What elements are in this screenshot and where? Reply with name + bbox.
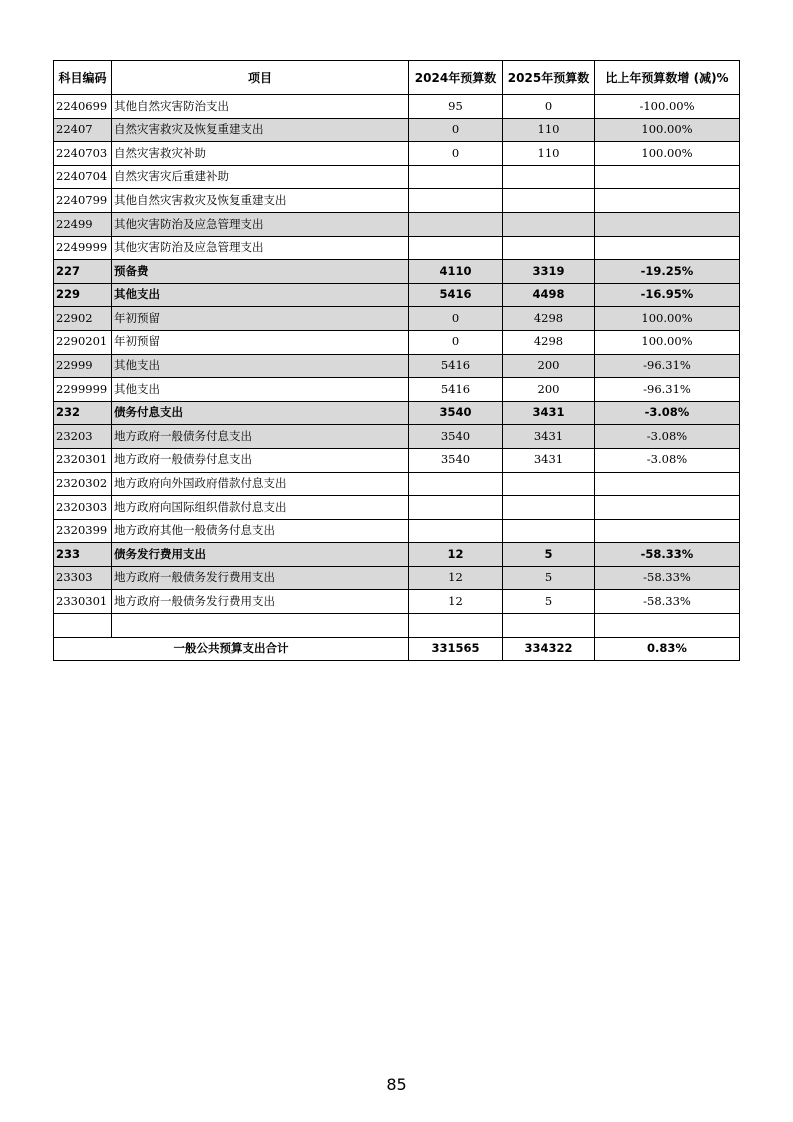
- cell-item: 预备费: [112, 260, 409, 284]
- cell-code: 2320302: [54, 472, 112, 496]
- cell-item: 其他灾害防治及应急管理支出: [112, 236, 409, 260]
- cell-2025: [503, 236, 595, 260]
- cell-code: 2320399: [54, 519, 112, 543]
- cell-2024: 95: [409, 95, 503, 119]
- table-row: [54, 212, 740, 236]
- cell-change: 100.00%: [595, 330, 740, 354]
- cell-item: 债务发行费用支出: [112, 543, 409, 567]
- cell-2024: 3540: [409, 448, 503, 472]
- cell-change: 100.00%: [595, 142, 740, 166]
- cell-change: [595, 189, 740, 213]
- cell-item: 自然灾害灾后重建补助: [112, 165, 409, 189]
- header-code: 科目编码: [54, 61, 112, 95]
- cell-item: 其他支出: [112, 354, 409, 378]
- cell-code: 2240704: [54, 165, 112, 189]
- cell-2024: [409, 236, 503, 260]
- table-row: [54, 330, 740, 354]
- table-row: [54, 519, 740, 543]
- cell-2025: 200: [503, 354, 595, 378]
- table-row: [54, 590, 740, 614]
- cell-2025: [503, 519, 595, 543]
- table-row: [54, 378, 740, 402]
- cell-item: 地方政府向国际组织借款付息支出: [112, 496, 409, 520]
- cell-item: 地方政府一般债务发行费用支出: [112, 590, 409, 614]
- table-row: [54, 260, 740, 284]
- cell-item: 自然灾害救灾补助: [112, 142, 409, 166]
- cell-2024: 5416: [409, 354, 503, 378]
- cell-2025: 3319: [503, 260, 595, 284]
- cell-change: -3.08%: [595, 425, 740, 449]
- cell-2024: [409, 496, 503, 520]
- cell-2024: [409, 212, 503, 236]
- cell-change: -58.33%: [595, 543, 740, 567]
- table-row: [54, 189, 740, 213]
- header-2024: 2024年预算数: [409, 61, 503, 95]
- cell-item: 债务付息支出: [112, 401, 409, 425]
- cell-2025: [503, 165, 595, 189]
- cell-item: 其他灾害防治及应急管理支出: [112, 212, 409, 236]
- cell-code: 22902: [54, 307, 112, 331]
- cell-2025: 110: [503, 142, 595, 166]
- cell-change: -100.00%: [595, 95, 740, 119]
- cell-code: 22499: [54, 212, 112, 236]
- table-row: [54, 236, 740, 260]
- budget-table: [53, 60, 740, 661]
- cell-code: 227: [54, 260, 112, 284]
- cell-item: 地方政府一般债务发行费用支出: [112, 566, 409, 590]
- cell-code: 229: [54, 283, 112, 307]
- cell-change: -16.95%: [595, 283, 740, 307]
- cell-2024: 12: [409, 543, 503, 567]
- cell-2025: [503, 614, 595, 638]
- table-row: [54, 496, 740, 520]
- cell-change: [595, 236, 740, 260]
- table-body: [54, 95, 740, 638]
- cell-change: [595, 472, 740, 496]
- header-item: 项目: [112, 61, 409, 95]
- cell-item: 其他自然灾害救灾及恢复重建支出: [112, 189, 409, 213]
- cell-change: [595, 165, 740, 189]
- cell-item: 地方政府其他一般债务付息支出: [112, 519, 409, 543]
- cell-2024: 12: [409, 590, 503, 614]
- cell-2024: [409, 472, 503, 496]
- cell-item: 地方政府向外国政府借款付息支出: [112, 472, 409, 496]
- cell-item: 年初预留: [112, 330, 409, 354]
- cell-code: 2240799: [54, 189, 112, 213]
- cell-change: -19.25%: [595, 260, 740, 284]
- cell-change: -96.31%: [595, 354, 740, 378]
- cell-2024: 0: [409, 142, 503, 166]
- total-change: 0.83%: [595, 637, 740, 661]
- cell-change: 100.00%: [595, 307, 740, 331]
- cell-2025: 0: [503, 95, 595, 119]
- cell-2025: [503, 496, 595, 520]
- cell-2024: [409, 189, 503, 213]
- table-row: [54, 95, 740, 119]
- cell-change: -58.33%: [595, 590, 740, 614]
- cell-code: 2249999: [54, 236, 112, 260]
- cell-2024: 0: [409, 307, 503, 331]
- cell-2024: 0: [409, 330, 503, 354]
- cell-item: 其他支出: [112, 378, 409, 402]
- cell-change: [595, 212, 740, 236]
- cell-code: 232: [54, 401, 112, 425]
- cell-change: -96.31%: [595, 378, 740, 402]
- cell-2024: [409, 519, 503, 543]
- cell-item: 地方政府一般债务付息支出: [112, 425, 409, 449]
- cell-2025: 5: [503, 543, 595, 567]
- cell-2025: 4498: [503, 283, 595, 307]
- cell-2024: 12: [409, 566, 503, 590]
- cell-2024: [409, 614, 503, 638]
- cell-2025: 4298: [503, 330, 595, 354]
- cell-code: 23303: [54, 566, 112, 590]
- header-2025: 2025年预算数: [503, 61, 595, 95]
- total-2024: 331565: [409, 637, 503, 661]
- cell-code: 2299999: [54, 378, 112, 402]
- total-row: [54, 637, 740, 661]
- cell-code: 22407: [54, 118, 112, 142]
- cell-code: 2240703: [54, 142, 112, 166]
- cell-code: 22999: [54, 354, 112, 378]
- cell-code: 2320303: [54, 496, 112, 520]
- table-header-row: [54, 61, 740, 95]
- table-row: [54, 165, 740, 189]
- header-change: 比上年预算数增 (减)%: [595, 61, 740, 95]
- cell-2025: 200: [503, 378, 595, 402]
- table-row: [54, 142, 740, 166]
- cell-2024: 5416: [409, 283, 503, 307]
- cell-change: -3.08%: [595, 448, 740, 472]
- cell-item: 自然灾害救灾及恢复重建支出: [112, 118, 409, 142]
- cell-2024: 4110: [409, 260, 503, 284]
- total-label: 一般公共预算支出合计: [54, 637, 409, 661]
- cell-2025: [503, 472, 595, 496]
- cell-change: [595, 614, 740, 638]
- table-row: [54, 354, 740, 378]
- cell-code: 2290201: [54, 330, 112, 354]
- table-row: [54, 283, 740, 307]
- cell-2024: [409, 165, 503, 189]
- cell-code: 2240699: [54, 95, 112, 119]
- cell-item: 其他自然灾害防治支出: [112, 95, 409, 119]
- cell-2025: 3431: [503, 448, 595, 472]
- total-2025: 334322: [503, 637, 595, 661]
- cell-code: 2330301: [54, 590, 112, 614]
- cell-2025: 5: [503, 566, 595, 590]
- cell-code: 233: [54, 543, 112, 567]
- cell-2025: 3431: [503, 401, 595, 425]
- cell-code: 2320301: [54, 448, 112, 472]
- cell-item: 地方政府一般债券付息支出: [112, 448, 409, 472]
- page-number: 85: [386, 1075, 407, 1094]
- cell-2024: 3540: [409, 425, 503, 449]
- cell-code: 23203: [54, 425, 112, 449]
- table-row: [54, 425, 740, 449]
- table-row: [54, 543, 740, 567]
- table-row: [54, 448, 740, 472]
- cell-item: 年初预留: [112, 307, 409, 331]
- table-row: [54, 566, 740, 590]
- table-row: [54, 118, 740, 142]
- cell-change: [595, 496, 740, 520]
- cell-2025: [503, 189, 595, 213]
- cell-2024: 0: [409, 118, 503, 142]
- cell-2025: [503, 212, 595, 236]
- table-row: [54, 307, 740, 331]
- cell-change: [595, 519, 740, 543]
- table-row: [54, 472, 740, 496]
- cell-change: -3.08%: [595, 401, 740, 425]
- cell-change: 100.00%: [595, 118, 740, 142]
- cell-change: -58.33%: [595, 566, 740, 590]
- cell-2025: 110: [503, 118, 595, 142]
- cell-item: 其他支出: [112, 283, 409, 307]
- cell-2025: 3431: [503, 425, 595, 449]
- cell-item: [112, 614, 409, 638]
- table-row: [54, 401, 740, 425]
- cell-code: [54, 614, 112, 638]
- table-row: [54, 614, 740, 638]
- cell-2024: 5416: [409, 378, 503, 402]
- cell-2024: 3540: [409, 401, 503, 425]
- cell-2025: 5: [503, 590, 595, 614]
- cell-2025: 4298: [503, 307, 595, 331]
